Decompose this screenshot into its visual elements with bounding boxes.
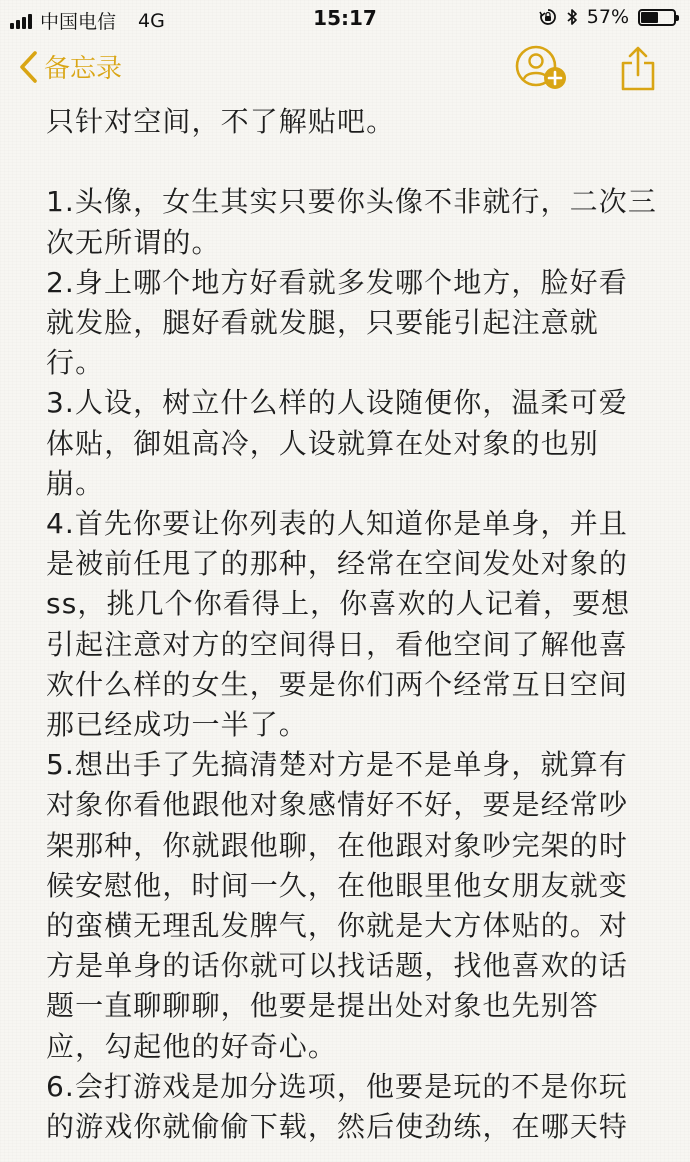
note-line: 应，勾起他的好奇心。: [46, 1029, 338, 1063]
network-label: 4G: [138, 9, 165, 32]
add-person-icon: [514, 44, 568, 94]
back-button[interactable]: [18, 48, 122, 85]
note-line: [46, 142, 666, 182]
battery-percent: 57%: [586, 6, 629, 28]
status-time: 15:17: [313, 6, 377, 30]
note-line: ss，挑几个你看得上，你喜欢的人记着，要想: [46, 587, 631, 621]
note-line: 候安慰他，时间一久，在他眼里他女朋友就变: [46, 868, 629, 902]
note-line: 5.想出手了先搞清楚对方是不是单身，就算有: [46, 748, 628, 782]
note-line: 那已经成功一半了。: [46, 708, 308, 742]
battery-icon: [638, 9, 676, 26]
note-line: 行。: [46, 346, 105, 380]
carrier-label: 中国电信: [40, 11, 117, 33]
note-line: 是被前任甩了的那种，经常在空间发处对象的: [46, 547, 629, 581]
note-line: 架那种，你就跟他聊，在他跟对象吵完架的时: [46, 828, 629, 862]
note-line: 的蛮横无理乱发脾气，你就是大方体贴的。对: [46, 909, 629, 943]
bluetooth-icon: [566, 8, 578, 26]
chevron-left-icon: [18, 50, 38, 84]
status-right: [539, 6, 676, 28]
nav-bar: [0, 38, 690, 102]
note-line: 2.身上哪个地方好看就多发哪个地方，脸好看: [46, 265, 628, 299]
note-line: 题一直聊聊聊，他要是提出处对象也先别答: [46, 989, 599, 1023]
battery-fill: [641, 12, 658, 23]
note-line: 6.会打游戏是加分选项，他要是玩的不是你玩: [46, 1069, 628, 1103]
note-line: 就发脸，腿好看就发腿，只要能引起注意就: [46, 306, 599, 339]
note-line: 的游戏你就偷偷下载，然后使劲练，在哪天特: [46, 1110, 629, 1144]
note-body[interactable]: [46, 102, 666, 1147]
note-line: 只针对空间，不了解贴吧。: [46, 105, 396, 138]
note-line: 引起注意对方的空间得日，看他空间了解他喜: [46, 627, 629, 661]
note-line: 4.首先你要让你列表的人知道你是单身，并且: [46, 507, 628, 541]
note-line: 1.头像，女生其实只要你头像不非就行，二次三: [46, 185, 657, 219]
note-line: 崩。: [46, 466, 105, 500]
note-line: 体贴，御姐高冷，人设就算在处对象的也别: [46, 426, 599, 460]
share-button[interactable]: [618, 46, 658, 92]
note-line: 欢什么样的女生，要是你们两个经常互日空间: [46, 667, 629, 701]
share-icon: [618, 46, 658, 92]
note-line: 方是单身的话你就可以找话题，找他喜欢的话: [46, 949, 629, 983]
status-bar: [0, 0, 690, 36]
note-line: 对象你看他跟他对象感情好不好，要是经常吵: [46, 788, 629, 822]
rotation-lock-icon: [539, 8, 557, 26]
note-line: 3.人设，树立什么样的人设随便你，温柔可爱: [46, 386, 628, 420]
back-button-label: 备忘录: [44, 54, 123, 84]
note-line: 次无所谓的。: [46, 225, 221, 259]
add-person-button[interactable]: [514, 44, 568, 94]
